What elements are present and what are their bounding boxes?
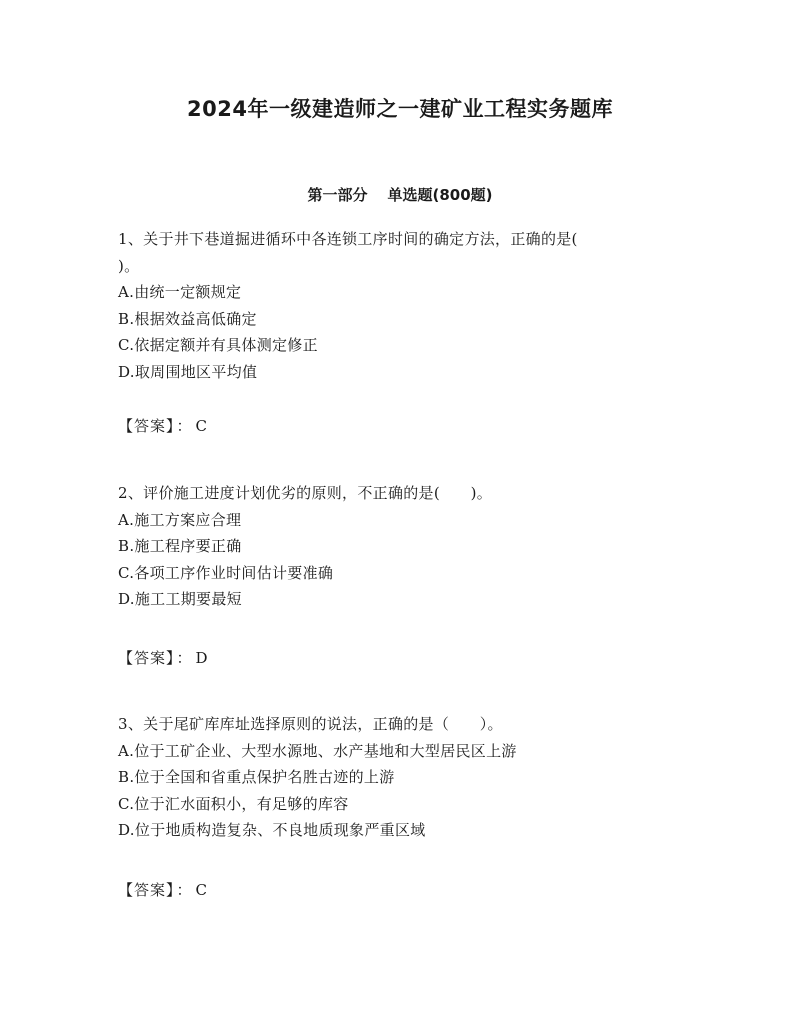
answer-label: 【答案】 bbox=[118, 649, 175, 667]
question-2-option-b: B.施工程序要正确 bbox=[118, 537, 242, 556]
section-part: 第一部分 bbox=[307, 186, 368, 204]
question-2 bbox=[118, 480, 688, 613]
section-name: 单选题(800题) bbox=[387, 186, 493, 204]
question-2-answer bbox=[118, 645, 208, 671]
answer-value: C bbox=[195, 417, 208, 435]
answer-value: D bbox=[195, 649, 208, 667]
question-2-stem: 2、评价施工进度计划优劣的原则，不正确的是( )。 bbox=[118, 484, 493, 502]
section-heading bbox=[0, 183, 800, 207]
question-3 bbox=[118, 711, 688, 844]
document-title: 2024年一级建造师之一建矿业工程实务题库 bbox=[187, 97, 613, 121]
question-1-option-b: B.根据效益高低确定 bbox=[118, 309, 257, 328]
question-3-option-c: C.位于汇水面积小，有足够的库容 bbox=[118, 794, 349, 813]
question-1-option-c: C.依据定额并有具体测定修正 bbox=[118, 336, 318, 355]
question-1-option-d: D.取周围地区平均值 bbox=[118, 362, 258, 381]
answer-label: 【答案】 bbox=[118, 417, 175, 435]
question-2-option-c: C.各项工序作业时间估计要准确 bbox=[118, 563, 334, 582]
question-1-stem: 1、关于井下巷道掘进循环中各连锁工序时间的确定方法，正确的是( bbox=[118, 230, 578, 248]
question-3-stem: 3、关于尾矿库库址选择原则的说法，正确的是（ ）。 bbox=[118, 715, 503, 733]
answer-separator: ： bbox=[176, 881, 192, 899]
question-2-option-a: A.施工方案应合理 bbox=[118, 510, 242, 529]
question-3-option-d: D.位于地质构造复杂、不良地质现象严重区域 bbox=[118, 821, 426, 840]
answer-value: C bbox=[195, 881, 208, 899]
question-1-stem-continued: )。 bbox=[118, 256, 140, 275]
question-3-option-a: A.位于工矿企业、大型水源地、水产基地和大型居民区上游 bbox=[118, 741, 517, 760]
question-1 bbox=[118, 226, 688, 386]
question-2-option-d: D.施工工期要最短 bbox=[118, 590, 242, 609]
question-1-answer bbox=[118, 413, 207, 439]
answer-separator: ： bbox=[176, 649, 192, 667]
question-3-answer bbox=[118, 877, 207, 903]
answer-label: 【答案】 bbox=[118, 881, 175, 899]
question-3-option-b: B.位于全国和省重点保护名胜古迹的上游 bbox=[118, 768, 395, 787]
answer-separator: ： bbox=[176, 417, 192, 435]
question-1-option-a: A.由统一定额规定 bbox=[118, 283, 242, 302]
